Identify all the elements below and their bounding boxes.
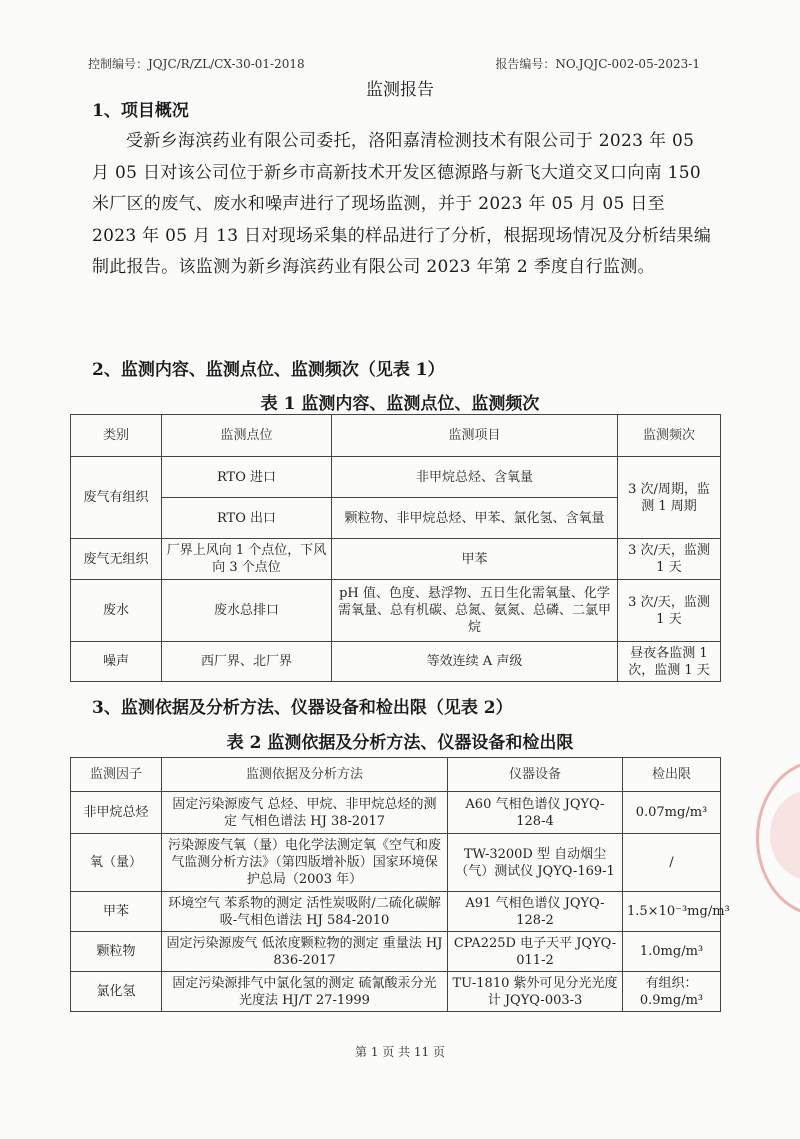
category-cell: 废气有组织 <box>71 457 162 539</box>
report-number: 报告编号：NO.JQJC-002-05-2023-1 <box>495 57 700 71</box>
items-cell: 等效连续 A 声级 <box>332 642 618 682</box>
items-cell: pH 值、色度、悬浮物、五日生化需氧量、化学需氧量、总有机碳、总氮、氨氮、总磷、二氯甲烷 <box>332 580 618 642</box>
instrument-cell: TU-1810 紫外可见分光光度计 JQYQ-003-3 <box>448 972 623 1012</box>
table2-col-method: 监测依据及分析方法 <box>162 758 448 792</box>
table-row <box>71 892 721 932</box>
category-cell: 废水 <box>71 580 162 642</box>
table1-col-freq: 监测频次 <box>618 415 721 457</box>
table-row <box>71 539 721 580</box>
method-cell: 环境空气 苯系物的测定 活性炭吸附/二硫化碳解吸-气相色谱法 HJ 584-2010 <box>162 892 448 932</box>
limit-cell: 1.5×10⁻³mg/m³ <box>623 892 721 932</box>
table-row <box>71 792 721 834</box>
items-cell: 颗粒物、非甲烷总烃、甲苯、氯化氢、含氧量 <box>332 498 618 539</box>
factor-cell: 氯化氢 <box>71 972 162 1012</box>
instrument-cell: CPA225D 电子天平 JQYQ-011-2 <box>448 932 623 972</box>
table2-col-limit: 检出限 <box>623 758 721 792</box>
table1-header-row <box>71 415 721 457</box>
table2 <box>70 757 730 1012</box>
method-cell: 污染源废气氧（量）电化学法测定氧《空气和废气监测分析方法》（第四版增补版）国家环境保护总局（2003 年） <box>162 834 448 892</box>
limit-cell: 0.07mg/m³ <box>623 792 721 834</box>
category-cell: 噪声 <box>71 642 162 682</box>
table2-col-instrument: 仪器设备 <box>448 758 623 792</box>
factor-cell: 氧（量） <box>71 834 162 892</box>
table1-caption: 表 1 监测内容、监测点位、监测频次 <box>260 394 540 414</box>
table2-caption: 表 2 监测依据及分析方法、仪器设备和检出限 <box>226 733 574 753</box>
project-overview-paragraph: 受新乡海滨药业有限公司委托，洛阳嘉清检测技术有限公司于 2023 年 05 月 05 日对该公司位于新乡市高新技术开发区德源路与新飞大道交叉口向南 150 米厂区的废气、废水和噪声进行了现场监测，并于 2023 年 05 月 05 日至 2023 年 05 月 13 日对现场采集的样品进行了分析，根据现场情况及分析结果编制此报告。该监测为新乡海滨药业有限公司 2023 年第 2 季度自行监测。 <box>92 131 712 277</box>
instrument-cell: A91 气相色谱仪 JQYQ-128-2 <box>448 892 623 932</box>
table-row <box>71 580 721 642</box>
point-cell: 废水总排口 <box>162 580 332 642</box>
section3-heading: 3、监测依据及分析方法、仪器设备和检出限（见表 2） <box>92 698 513 718</box>
method-cell: 固定污染源排气中氯化氢的测定 硫氰酸汞分光光度法 HJ/T 27-1999 <box>162 972 448 1012</box>
control-number: 控制编号：JQJC/R/ZL/CX-30-01-2018 <box>88 57 305 71</box>
table1-col-point: 监测点位 <box>162 415 332 457</box>
point-cell: RTO 进口 <box>162 457 332 498</box>
table2-col-factor: 监测因子 <box>71 758 162 792</box>
instrument-cell: TW-3200D 型 自动烟尘（气）测试仪 JQYQ-169-1 <box>448 834 623 892</box>
freq-cell: 昼夜各监测 1 次，监测 1 天 <box>618 642 721 682</box>
limit-cell: 有组织：0.9mg/m³ <box>623 972 721 1012</box>
instrument-cell: A60 气相色谱仪 JQYQ-128-4 <box>448 792 623 834</box>
factor-cell: 颗粒物 <box>71 932 162 972</box>
table-row <box>71 972 721 1012</box>
table-row <box>71 457 721 498</box>
table-row <box>71 834 721 892</box>
items-cell: 非甲烷总烃、含氧量 <box>332 457 618 498</box>
report-title: 监测报告 <box>366 80 434 100</box>
items-cell: 甲苯 <box>332 539 618 580</box>
table1 <box>70 414 721 682</box>
table1-col-items: 监测项目 <box>332 415 618 457</box>
method-cell: 固定污染源废气 总烃、甲烷、非甲烷总烃的测定 气相色谱法 HJ 38-2017 <box>162 792 448 834</box>
limit-cell: / <box>623 834 721 892</box>
table-row <box>71 932 721 972</box>
factor-cell: 甲苯 <box>71 892 162 932</box>
freq-cell: 3 次/周期，监测 1 周期 <box>618 457 721 539</box>
table1-col-category: 类别 <box>71 415 162 457</box>
limit-cell: 1.0mg/m³ <box>623 932 721 972</box>
point-cell: 西厂界、北厂界 <box>162 642 332 682</box>
table2-header-row <box>71 758 721 792</box>
category-cell: 废气无组织 <box>71 539 162 580</box>
section1-heading: 1、项目概况 <box>92 101 189 121</box>
factor-cell: 非甲烷总烃 <box>71 792 162 834</box>
point-cell: 厂界上风向 1 个点位，下风向 3 个点位 <box>162 539 332 580</box>
freq-cell: 3 次/天，监测 1 天 <box>618 539 721 580</box>
page-footer: 第 1 页 共 11 页 <box>355 1045 445 1059</box>
method-cell: 固定污染源废气 低浓度颗粒物的测定 重量法 HJ 836-2017 <box>162 932 448 972</box>
section2-heading: 2、监测内容、监测点位、监测频次（见表 1） <box>92 360 445 380</box>
freq-cell: 3 次/天，监测 1 天 <box>618 580 721 642</box>
point-cell: RTO 出口 <box>162 498 332 539</box>
table-row <box>71 642 721 682</box>
